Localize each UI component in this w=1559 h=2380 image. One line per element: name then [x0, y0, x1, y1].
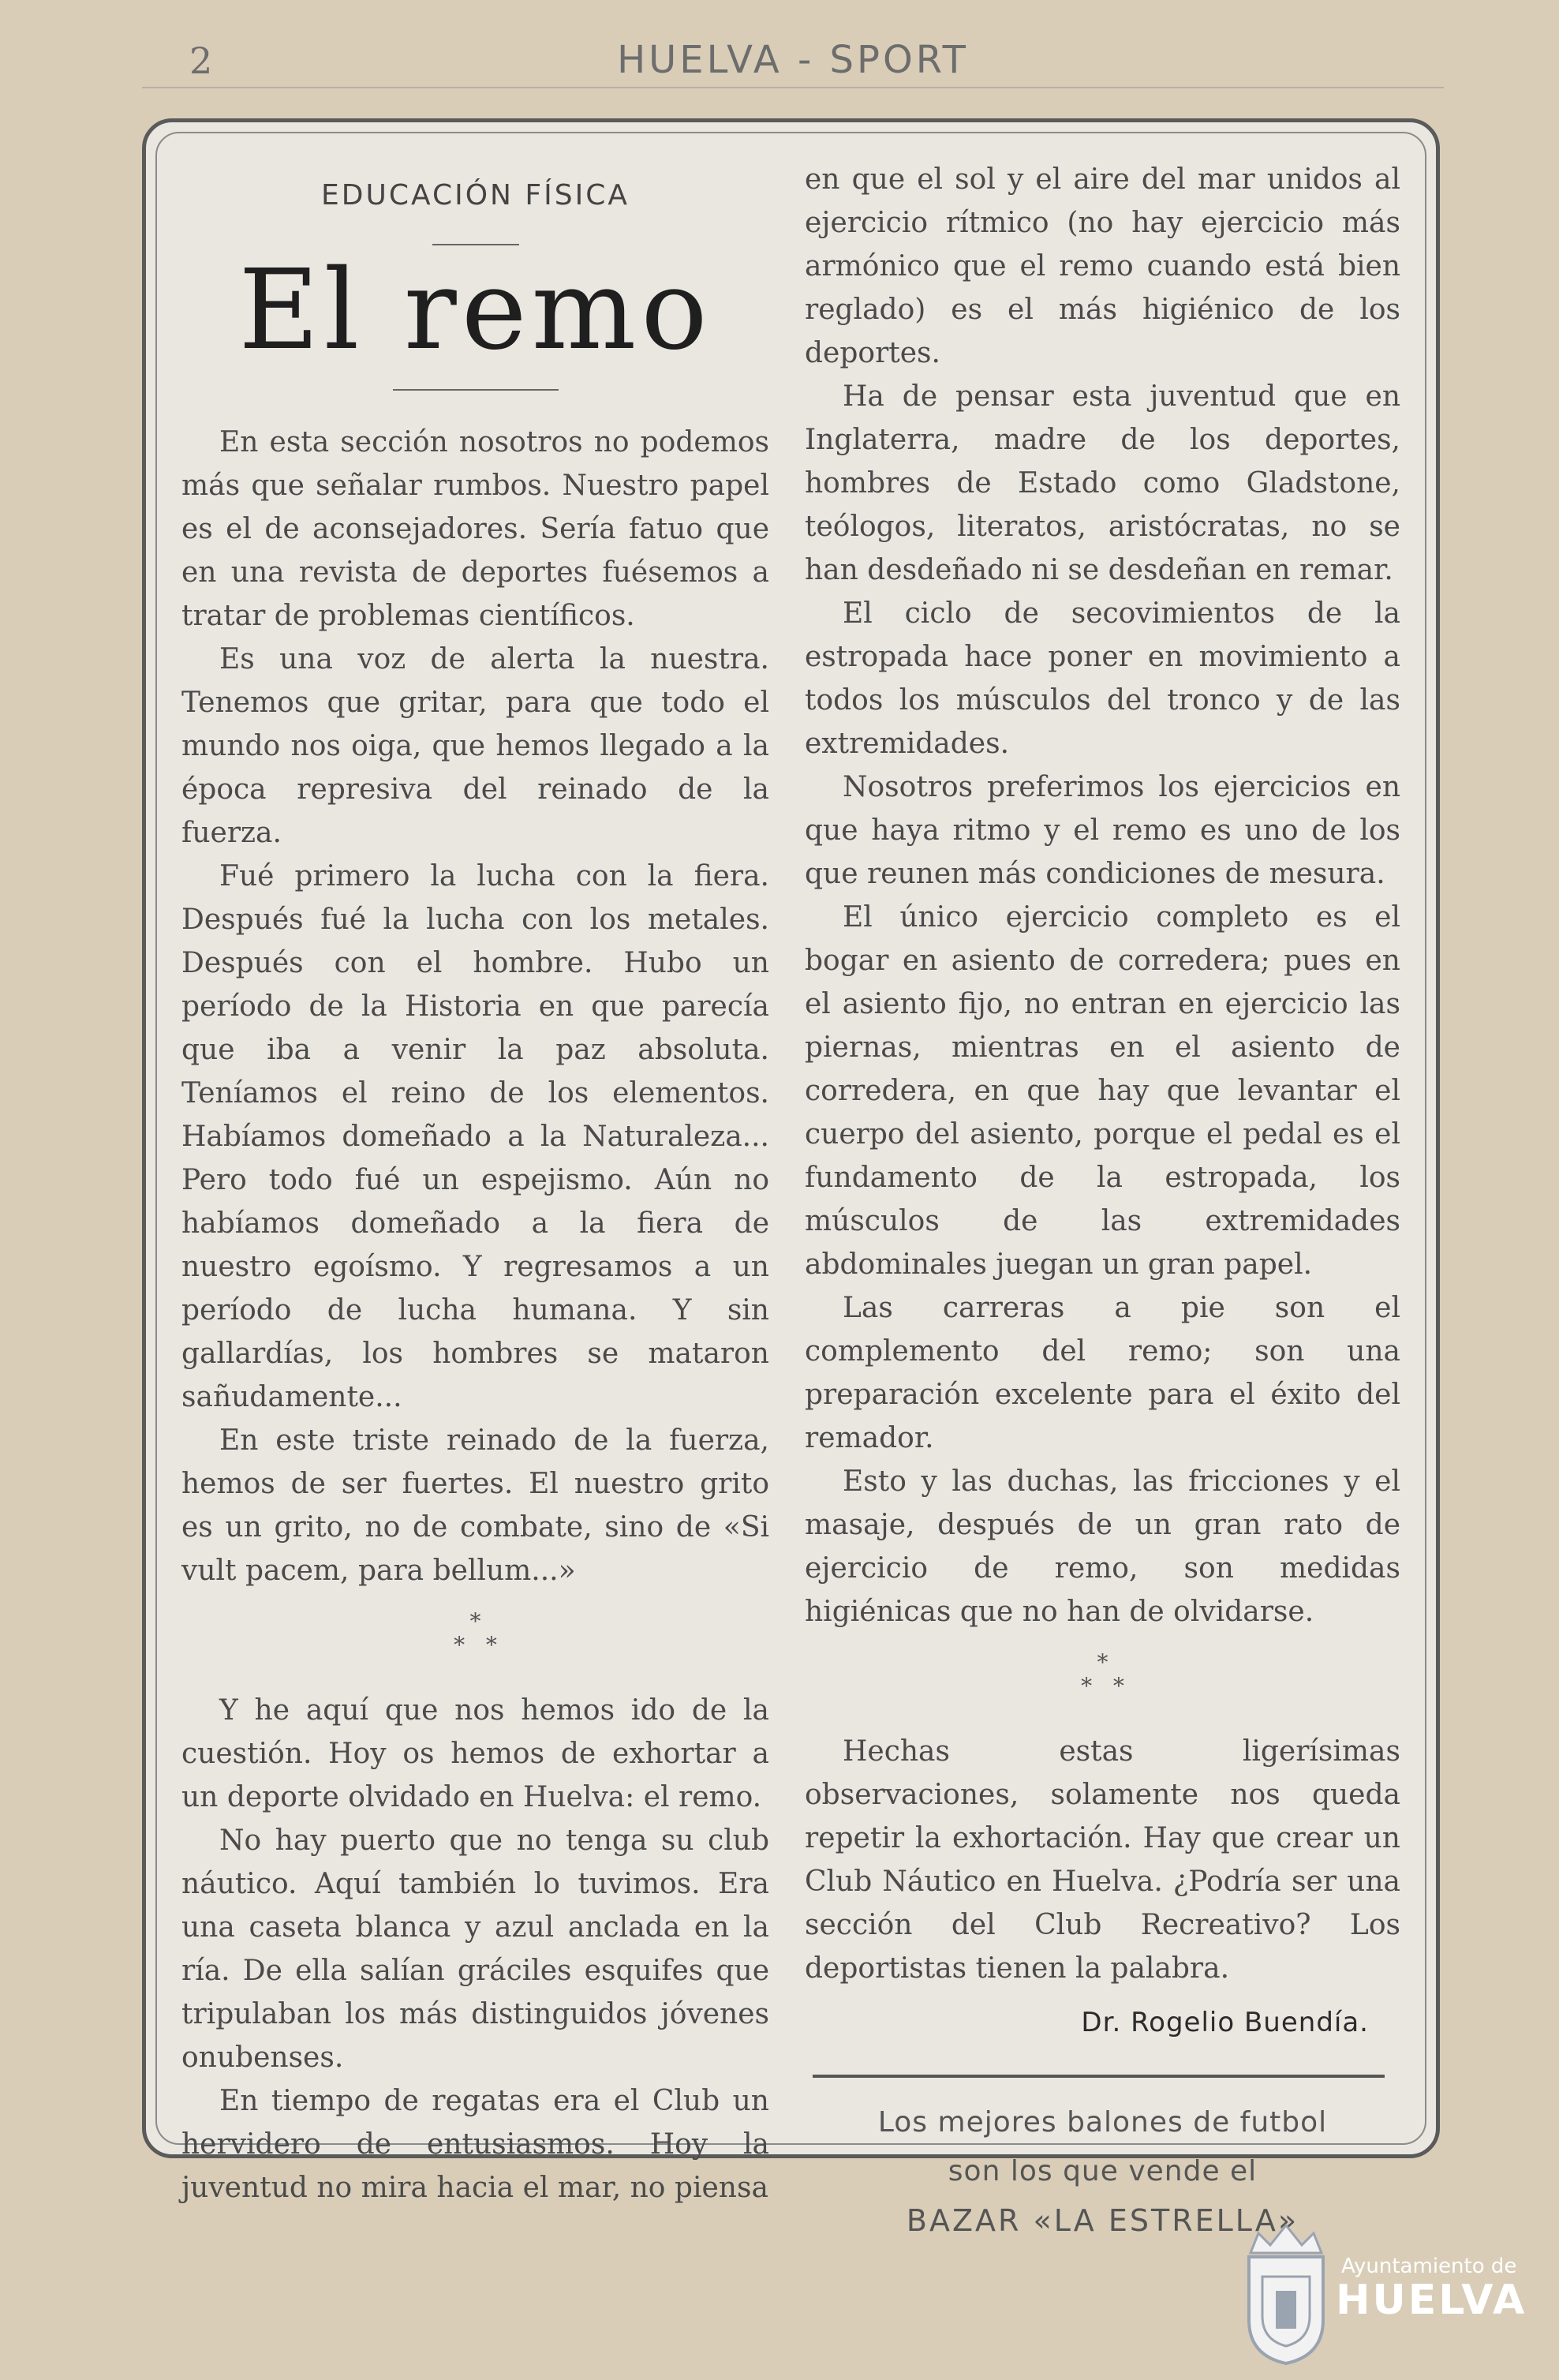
- paragraph: en que el sol y el aire del mar unidos al ejercicio rítmico (no hay ejercicio más armónico que el remo cuando está bien reglado) es el más higiénico de los deportes.: [805, 163, 1400, 369]
- paragraph: Hechas estas ligerísimas observaciones, solamente nos queda repetir la exhortación. Hay que crear un Club Náutico en Huelva. ¿Podría ser una sección del Club Recreativo? Los deportistas tienen la palabra.: [805, 1735, 1400, 1985]
- paragraph: En tiempo de regatas era el Club un hervidero de entusiasmos. Hoy la juventud no mira hacia el mar, no piensa: [181, 2085, 769, 2204]
- paragraph: Las carreras a pie son el complemento del remo; son una preparación excelente para el éxito del remador.: [805, 1292, 1400, 1454]
- paragraph: Es una voz de alerta la nuestra. Tenemos que gritar, para que todo el mundo nos oiga, que hemos llegado a la época represiva del reinado de la fuerza.: [181, 643, 769, 849]
- paragraph: En este triste reinado de la fuerza, hemos de ser fuertes. El nuestro grito es un grito, no de combate, sino de «Si vult pacem, para bellum...»: [181, 1424, 769, 1587]
- paragraph: El ciclo de secovimientos de la estropada hace poner en movimiento a todos los músculos del tronco y de las extremidades.: [805, 597, 1400, 760]
- crest-icon: [1235, 2221, 1337, 2367]
- paragraph: Esto y las duchas, las fricciones y el masaje, después de un gran rato de ejercicio de remo, son medidas higiénicas que no han de olvidarse.: [805, 1465, 1400, 1628]
- divider-short: [432, 244, 519, 245]
- paragraph: Fué primero la lucha con la fiera. Después fué la lucha con los metales. Después con el hombre. Hubo un período de la Historia en que parecía que iba a venir la paz absoluta. Teníamos el reino de los elementos. Habíamos domeñado a la Naturaleza... Pero todo fué un espejismo. Aún no habíamos domeñado a la fiera de nuestro egoísmo. Y regresamos a un período de lucha humana. Y sin gallardías, los hombres se mataron sañudamente...: [181, 860, 769, 1413]
- advert-store-name: BAZAR «LA ESTRELLA»: [906, 2203, 1299, 2238]
- ayuntamiento-huelva-watermark: [1235, 2221, 1542, 2367]
- paragraph: No hay puerto que no tenga su club náutico. Aquí también lo tuvimos. Era una caseta blanca y azul anclada en la ría. De ella salían gráciles esquifes que tripulaban los más distinguidos jóvenes onubenses.: [181, 1824, 769, 2074]
- author-signature: Dr. Rogelio Buendía.: [1081, 2007, 1369, 2038]
- paragraph: Ha de pensar esta juventud que en Inglaterra, madre de los deportes, hombres de Estado como Gladstone, teólogos, literatos, aristócratas, no se han desdeñado ni se desdeñan en remar.: [805, 380, 1400, 586]
- page-number: 2: [189, 39, 213, 82]
- paragraph: En esta sección nosotros no podemos más que señalar rumbos. Nuestro papel es el de aconsejadores. Sería fatuo que en una revista de deportes fuésemos a tratar de problemas científicos.: [181, 426, 769, 632]
- right-column: [805, 158, 1400, 2245]
- watermark-big-text: HUELVA: [1336, 2277, 1527, 2324]
- left-column: [181, 158, 769, 2210]
- section-break-asterisks: * * *: [1081, 1649, 1124, 1699]
- section-break-asterisks: * * *: [454, 1608, 497, 1658]
- divider-mid: [393, 389, 559, 391]
- advert-line: son los que vende el: [948, 2155, 1258, 2187]
- article-title: El remo: [238, 246, 712, 375]
- page-header: [142, 32, 1444, 88]
- paragraph: Y he aquí que nos hemos ido de la cuestión. Hoy os hemos de exhortar a un deporte olvidado en Huelva: el remo.: [181, 1694, 769, 1813]
- section-label: EDUCACIÓN FÍSICA: [321, 179, 630, 211]
- advert-divider: [813, 2075, 1385, 2078]
- paragraph: El único ejercicio completo es el bogar en asiento de corredera; pues en el asiento fijo, no entran en ejercicio las piernas, mientras en el asiento de corredera, en que hay que levantar el cuerpo del asiento, porque el pedal es el fundamento de la estropada, los músculos de las extremidades abdominales juegan un gran papel.: [805, 901, 1400, 1281]
- running-head: HUELVA - SPORT: [617, 38, 969, 82]
- advert-line: Los mejores balones de futbol: [877, 2106, 1328, 2139]
- watermark-small-text: Ayuntamiento de: [1341, 2255, 1517, 2278]
- paragraph: Nosotros preferimos los ejercicios en que haya ritmo y el remo es uno de los que reunen más condiciones de mesura.: [805, 771, 1400, 890]
